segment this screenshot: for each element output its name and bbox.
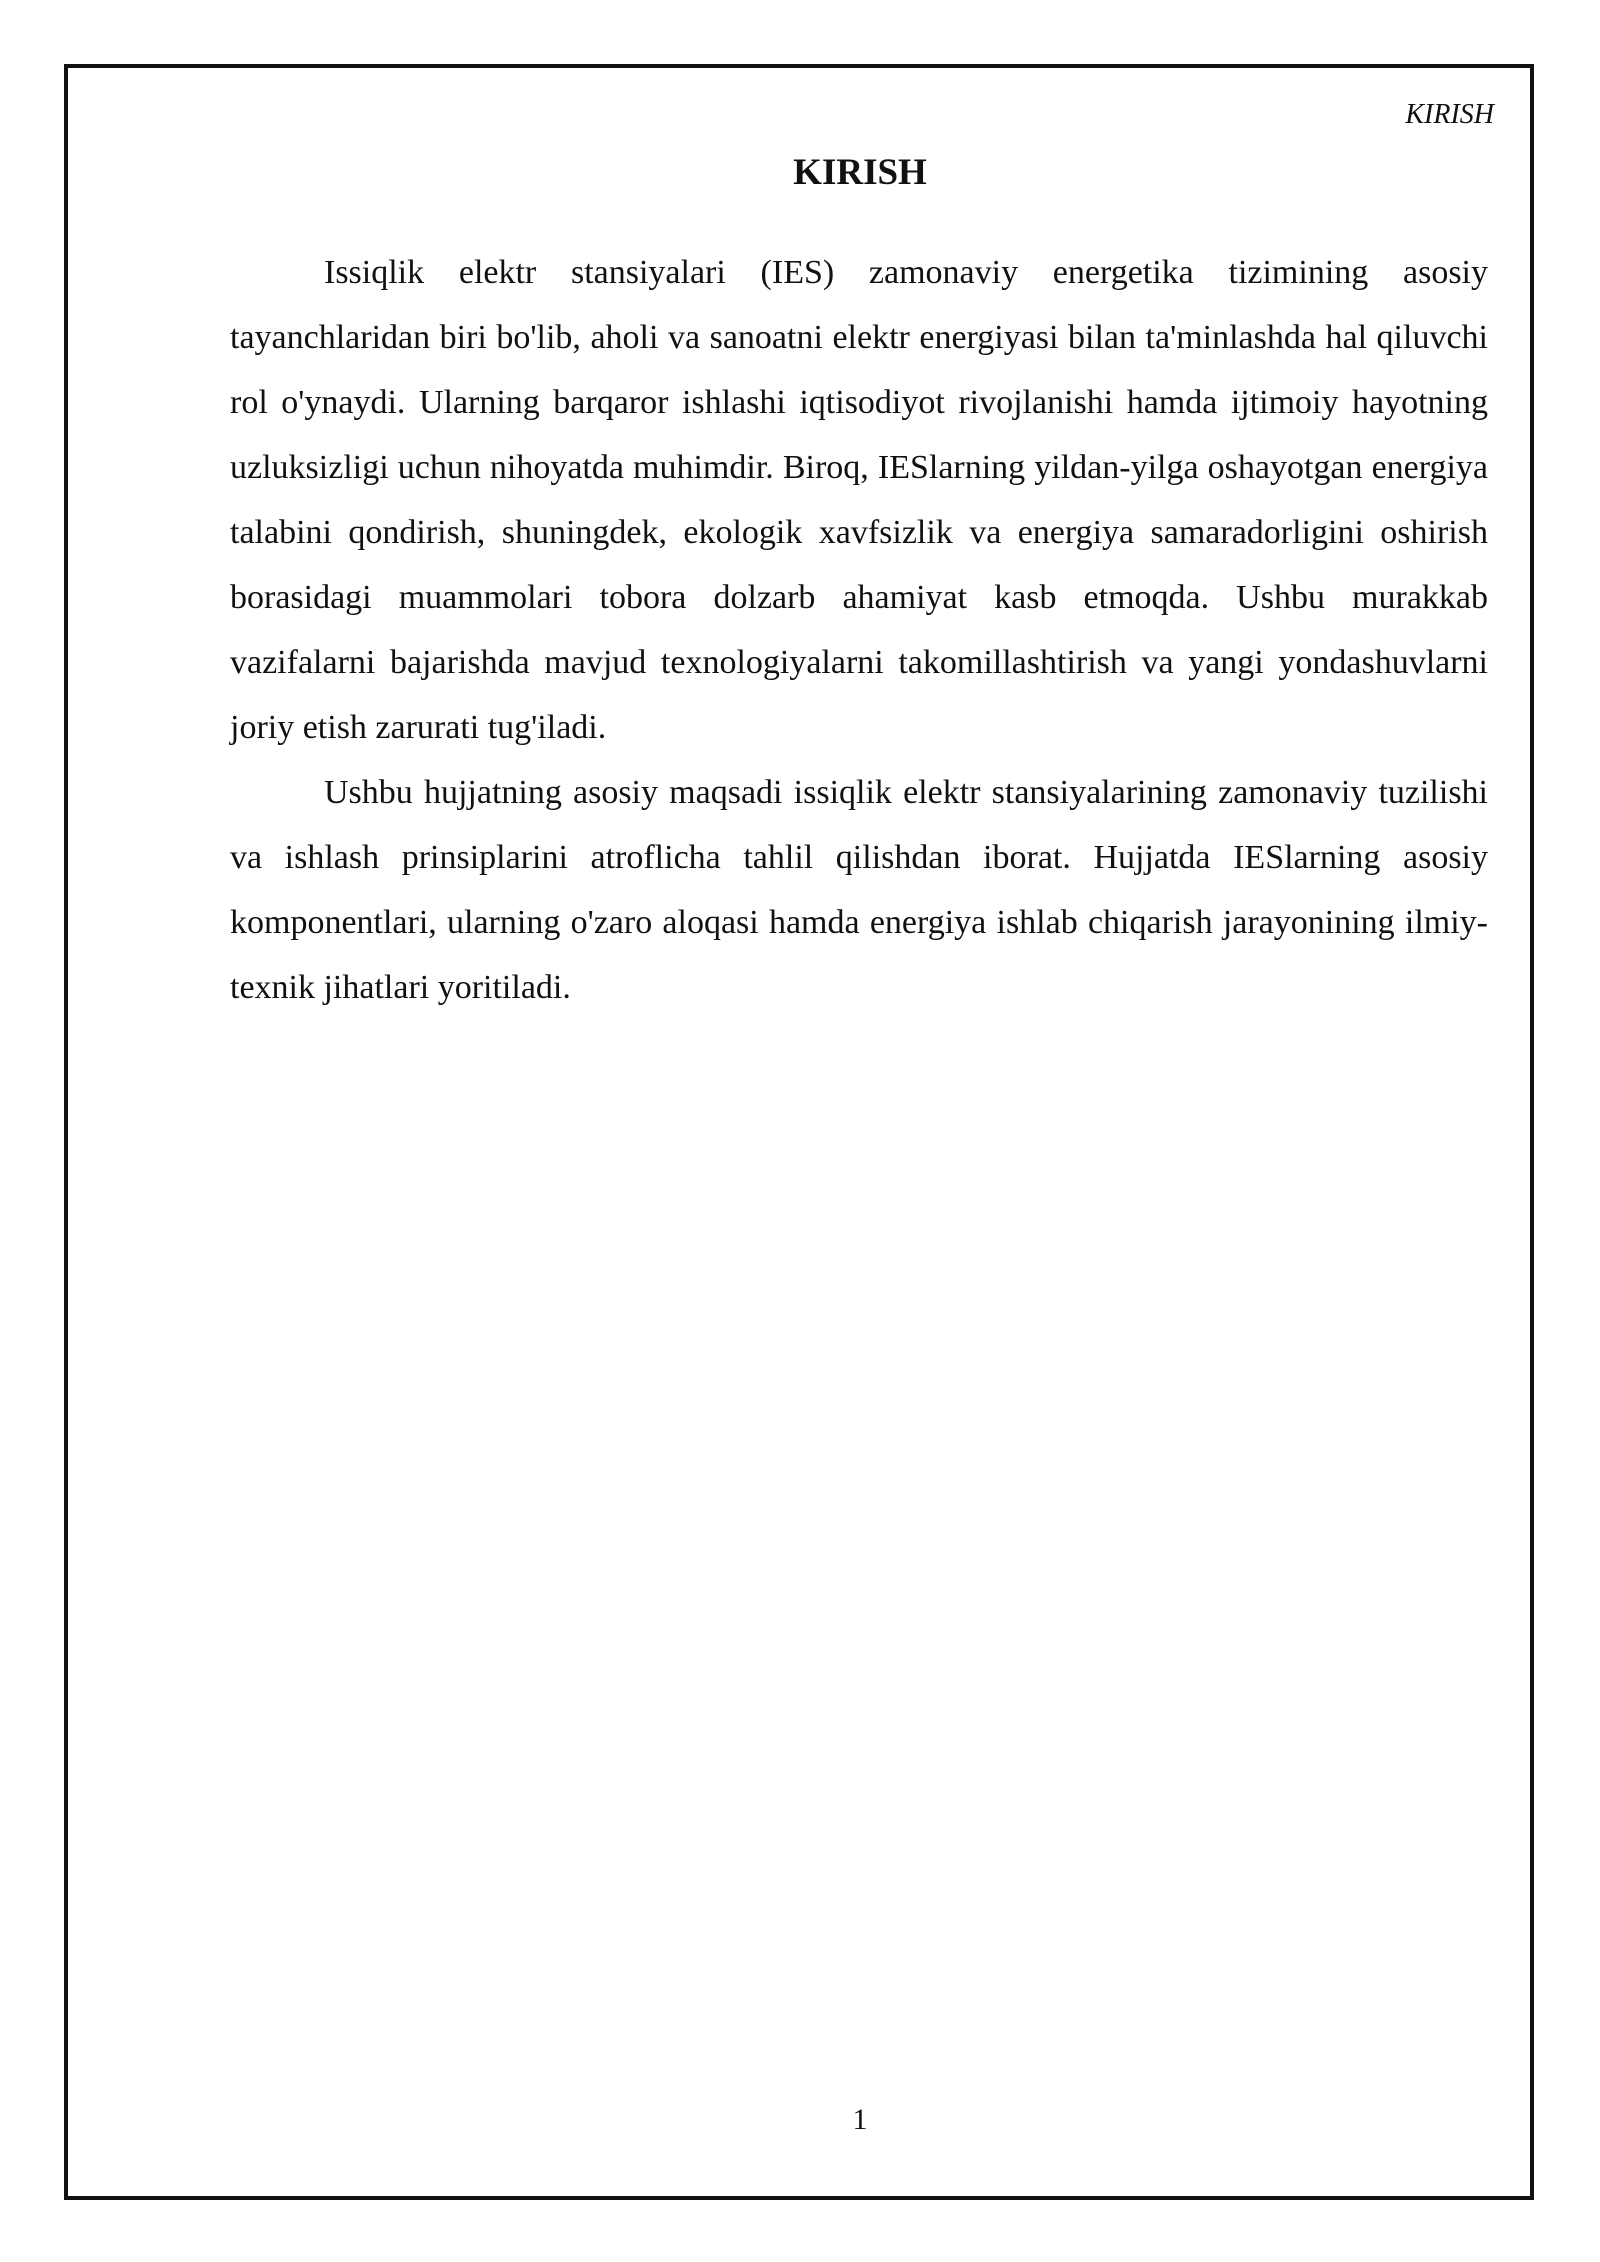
page-number: 1 <box>852 2103 868 2136</box>
running-header: KIRISH <box>1405 99 1494 130</box>
body-text <box>230 240 1488 1020</box>
paragraph-purpose: Ushbu hujjatning asosiy maqsadi issiqlik elektr stansiyalarining zamonaviy tuzilishi va ishlash prinsiplarini atroflicha tahlil qilishdan iborat. Hujjatda IESlarning asosiy komponentlari, ularning o'zaro aloqasi hamda energiya ishlab chiqarish jarayonining ilmiy-texnik jihatlari yoritiladi. <box>230 774 1488 1006</box>
page-title: KIRISH <box>793 152 927 193</box>
paragraph-introduction: Issiqlik elektr stansiyalari (IES) zamonaviy energetika tizimining asosiy tayanchlaridan biri bo'lib, aholi va sanoatni elektr energiyasi bilan ta'minlashda hal qiluvchi rol o'ynaydi. Ularning barqaror ishlashi iqtisodiyot rivojlanishi hamda ijtimoiy hayotning uzluksizligi uchun nihoyatda muhimdir. Biroq, IESlarning yildan-yilga oshayotgan energiya talabini qondirish, shuningdek, ekologik xavfsizlik va energiya samaradorligini oshirish borasidagi muammolari tobora dolzarb ahamiyat kasb etmoqda. Ushbu murakkab vazifalarni bajarishda mavjud texnologiyalarni takomillashtirish va yangi yondashuvlarni joriy etish zarurati tug'iladi. <box>230 254 1488 746</box>
